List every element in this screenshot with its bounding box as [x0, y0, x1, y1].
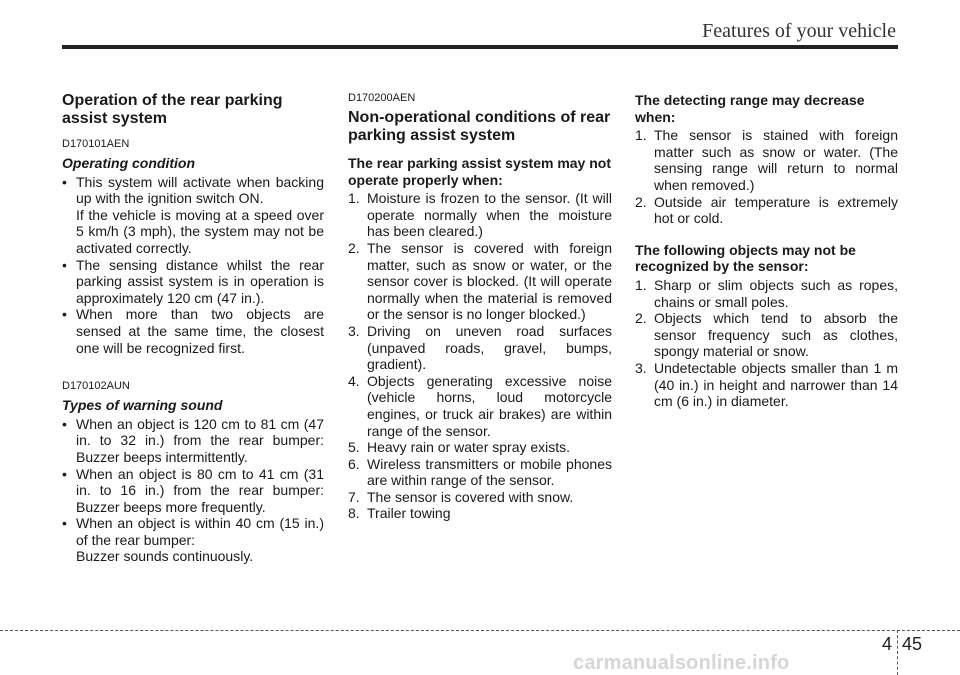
item-text: The sensor is covered with foreign matter, such as snow or water, or the sensor cover is blocked. (It will operate normally when the material is removed or the sensor is no longer blocked.) — [367, 239, 612, 323]
item-text: Driving on uneven road surfaces (unpaved roads, gravel, bumps, gradient). — [367, 322, 612, 373]
item-text: Undetectable objects smaller than 1 m (40 in.) in height and narrower than 14 cm (6 in.) in diameter. — [654, 359, 898, 410]
item-text: Heavy rain or water spray exists. — [367, 439, 571, 456]
bullet-marker: • — [62, 515, 67, 532]
number-marker: 5. — [348, 439, 360, 456]
item-text: The sensor is covered with snow. — [367, 488, 574, 505]
doc-code: D170102AUN — [62, 380, 130, 393]
column-middle — [348, 92, 612, 522]
numbered-item — [635, 277, 898, 310]
bullet-marker: • — [62, 465, 67, 482]
doc-code: D170101AEN — [62, 138, 130, 150]
subheading-warning-sound: Types of warning sound — [62, 397, 223, 414]
number-marker: 8. — [348, 505, 360, 522]
numbered-item — [348, 439, 612, 456]
numbered-item — [348, 489, 612, 506]
number-marker: 7. — [348, 488, 360, 505]
bullet-item — [62, 466, 324, 516]
bullet-item — [62, 306, 324, 356]
column-left — [62, 92, 324, 565]
bullet-continuation: Buzzer sounds continuously. — [76, 548, 254, 565]
doc-code: D170200AEN — [348, 92, 416, 104]
numbered-item — [348, 240, 612, 323]
bullet-item — [62, 174, 324, 207]
objects-heading: The following objects may not be recognized by the sensor: — [635, 241, 856, 275]
item-text: Objects generating excessive noise (vehicle horns, loud motorcycle engines, or truck air brakes) are within range of the sensor. — [367, 372, 612, 439]
bullet-text: When an object is 80 cm to 41 cm (31 in. to 16 in.) from the rear bumper: Buzzer beeps more frequently. — [76, 465, 324, 515]
number-marker: 2. — [635, 193, 647, 210]
numbered-item — [348, 323, 612, 373]
bullet-item — [62, 515, 324, 548]
item-text: Outside air temperature is extremely hot or cold. — [654, 193, 898, 227]
numbered-item — [635, 194, 898, 227]
bullet-marker: • — [62, 415, 67, 432]
section-title-operation: Operation of the rear parking assist system — [62, 92, 283, 127]
number-marker: 1. — [635, 276, 647, 293]
number-marker: 3. — [348, 322, 360, 339]
numbered-item — [348, 373, 612, 439]
bullet-text: The sensing distance whilst the rear parking assist system is in operation is approximately 120 cm (47 in.). — [76, 256, 324, 306]
item-text: Trailer towing — [367, 505, 451, 522]
page-number: 45 — [902, 634, 923, 654]
bullet-marker: • — [62, 306, 67, 323]
column-right — [635, 92, 898, 410]
bullet-continuation: If the vehicle is moving at a speed over 5 km/h (3 mph), the system may not be activated correctly. — [76, 206, 324, 256]
numbered-item — [348, 505, 612, 522]
subheading-operating-condition: Operating condition — [62, 155, 195, 171]
item-text: Sharp or slim objects such as ropes, chains or small poles. — [654, 276, 898, 310]
intro-text: The rear parking assist system may not operate properly when: — [348, 155, 611, 188]
section-title-non-operational: Non-operational conditions of rear parking assist system — [348, 109, 611, 144]
number-marker: 2. — [348, 239, 360, 256]
numbered-item — [635, 127, 898, 193]
number-marker: 6. — [348, 455, 360, 472]
number-marker: 2. — [635, 310, 647, 327]
bullet-text: When an object is 120 cm to 81 cm (47 in. to 32 in.) from the rear bumper: Buzzer beeps intermittently. — [76, 415, 324, 465]
range-heading: The detecting range may decrease when: — [635, 92, 865, 125]
number-marker: 1. — [348, 190, 360, 207]
chapter-number: 4 — [882, 634, 893, 654]
numbered-item — [348, 456, 612, 489]
item-text: Wireless transmitters or mobile phones are within range of the sensor. — [367, 455, 612, 489]
numbered-item — [348, 190, 612, 240]
bullet-marker: • — [62, 256, 67, 273]
item-text: The sensor is stained with foreign matter such as snow or water. (The sensing range will return to normal when removed.) — [654, 127, 898, 193]
number-marker: 1. — [635, 127, 647, 144]
bullet-text: This system will activate when backing up with the ignition switch ON. — [76, 173, 324, 207]
number-marker: 3. — [635, 359, 647, 376]
header-rule — [62, 45, 898, 49]
footer-divider — [897, 630, 898, 675]
page-header-title: Features of your vehicle — [702, 20, 896, 42]
numbered-item — [635, 360, 898, 410]
item-text: Moisture is frozen to the sensor. (It will operate normally when the moisture has been cleared.) — [367, 190, 612, 240]
number-marker: 4. — [348, 372, 360, 389]
bullet-text: When an object is within 40 cm (15 in.) of the rear bumper: — [76, 515, 324, 548]
bullet-item — [62, 416, 324, 466]
bullet-text: When more than two objects are sensed at the same time, the closest one will be recognized first. — [76, 306, 324, 356]
bullet-marker: • — [62, 173, 67, 190]
numbered-item — [635, 310, 898, 360]
footer-rule — [0, 630, 960, 631]
item-text: Objects which tend to absorb the sensor frequency such as clothes, spongy material or snow. — [654, 310, 898, 360]
bullet-item — [62, 257, 324, 307]
watermark: carmanualsonline.info — [573, 652, 790, 674]
